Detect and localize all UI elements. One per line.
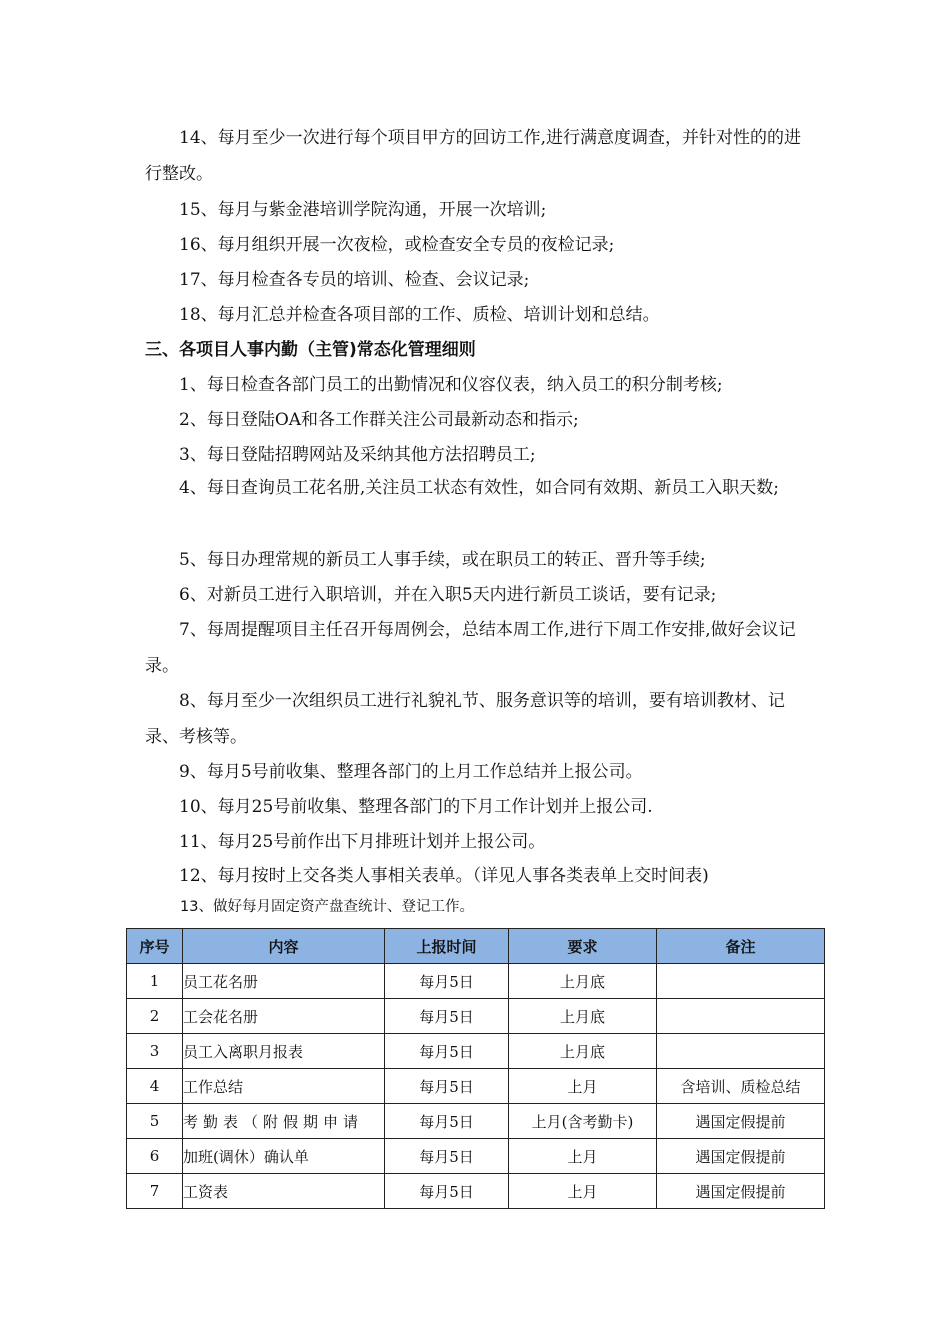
header-requirement: 要求	[509, 929, 657, 964]
cell-report-time: 每月5日	[385, 1174, 509, 1209]
table-header-row	[127, 929, 825, 964]
cell-report-time: 每月5日	[385, 999, 509, 1034]
cell-remark: 遇国定假提前	[657, 1139, 825, 1174]
list-item: 11、每月25号前作出下月排班计划并上报公司。	[179, 832, 546, 852]
cell-remark	[657, 1034, 825, 1069]
list-item: 16、每月组织开展一次夜检，或检查安全专员的夜检记录;	[179, 235, 615, 255]
list-item: 18、每月汇总并检查各项目部的工作、质检、培训计划和总结。	[179, 305, 660, 325]
list-item: 7、每周提醒项目主任召开每周例会，总结本周工作,进行下周工作安排,做好会议记录。	[145, 620, 796, 676]
list-item: 6、对新员工进行入职培训，并在入职5天内进行新员工谈话，要有记录;	[179, 585, 717, 605]
table-row	[127, 999, 825, 1034]
list-item: 9、每月5号前收集、整理各部门的上月工作总结并上报公司。	[179, 762, 643, 782]
cell-content: 工会花名册	[183, 999, 385, 1034]
list-item: 10、每月25号前收集、整理各部门的下月工作计划并上报公司.	[179, 797, 653, 817]
list-item: 2、每日登陆OA和各工作群关注公司最新动态和指示;	[179, 410, 579, 430]
list-item: 4、每日查询员工花名册,关注员工状态有效性，如合同有效期、新员工入职天数;	[179, 478, 779, 498]
header-report-time: 上报时间	[385, 929, 509, 964]
cell-requirement: 上月	[509, 1069, 657, 1104]
cell-content: 员工花名册	[183, 964, 385, 999]
cell-report-time: 每月5日	[385, 1034, 509, 1069]
header-remark: 备注	[657, 929, 825, 964]
cell-remark: 遇国定假提前	[657, 1104, 825, 1139]
cell-seq: 2	[127, 999, 183, 1034]
table-row	[127, 1069, 825, 1104]
cell-seq: 1	[127, 964, 183, 999]
cell-requirement: 上月底	[509, 999, 657, 1034]
cell-requirement: 上月(含考勤卡)	[509, 1104, 657, 1139]
cell-seq: 4	[127, 1069, 183, 1104]
report-schedule-table	[126, 928, 825, 1209]
table-row	[127, 1139, 825, 1174]
cell-content: 工资表	[183, 1174, 385, 1209]
cell-remark: 含培训、质检总结	[657, 1069, 825, 1104]
cell-seq: 7	[127, 1174, 183, 1209]
list-item: 12、每月按时上交各类人事相关表单。（详见人事各类表单上交时间表)	[179, 866, 709, 886]
cell-report-time: 每月5日	[385, 1139, 509, 1174]
cell-requirement: 上月	[509, 1139, 657, 1174]
list-item: 17、每月检查各专员的培训、检查、会议记录;	[179, 270, 530, 290]
list-item: 15、每月与紫金港培训学院沟通，开展一次培训;	[179, 200, 547, 220]
cell-requirement: 上月	[509, 1174, 657, 1209]
table-row	[127, 964, 825, 999]
section-heading: 三、各项目人事内勤（主管)常态化管理细则	[145, 340, 476, 360]
list-item: 1、每日检查各部门员工的出勤情况和仪容仪表，纳入员工的积分制考核;	[179, 375, 723, 395]
header-seq: 序号	[127, 929, 183, 964]
list-item: 13、做好每月固定资产盘查统计、登记工作。	[180, 899, 474, 915]
list-item: 3、每日登陆招聘网站及采纳其他方法招聘员工;	[179, 445, 536, 465]
cell-seq: 6	[127, 1139, 183, 1174]
cell-content: 工作总结	[183, 1069, 385, 1104]
cell-report-time: 每月5日	[385, 1069, 509, 1104]
list-item: 8、每月至少一次组织员工进行礼貌礼节、服务意识等的培训，要有培训教材、记录、考核等。	[145, 691, 785, 747]
table-row	[127, 1034, 825, 1069]
table-row	[127, 1104, 825, 1139]
list-item: 5、每日办理常规的新员工人事手续，或在职员工的转正、晋升等手续;	[179, 550, 706, 570]
cell-remark: 遇国定假提前	[657, 1174, 825, 1209]
table-row	[127, 1174, 825, 1209]
cell-seq: 5	[127, 1104, 183, 1139]
cell-content: 加班(调休）确认单	[183, 1139, 385, 1174]
cell-requirement: 上月底	[509, 1034, 657, 1069]
cell-report-time: 每月5日	[385, 964, 509, 999]
cell-seq: 3	[127, 1034, 183, 1069]
cell-content: 员工入离职月报表	[183, 1034, 385, 1069]
cell-remark	[657, 999, 825, 1034]
cell-requirement: 上月底	[509, 964, 657, 999]
list-item: 14、每月至少一次进行每个项目甲方的回访工作,进行满意度调查，并针对性的的进行整改。	[145, 128, 802, 184]
cell-content: 考勤表（附假期申请	[183, 1104, 385, 1139]
cell-remark	[657, 964, 825, 999]
cell-report-time: 每月5日	[385, 1104, 509, 1139]
header-content: 内容	[183, 929, 385, 964]
